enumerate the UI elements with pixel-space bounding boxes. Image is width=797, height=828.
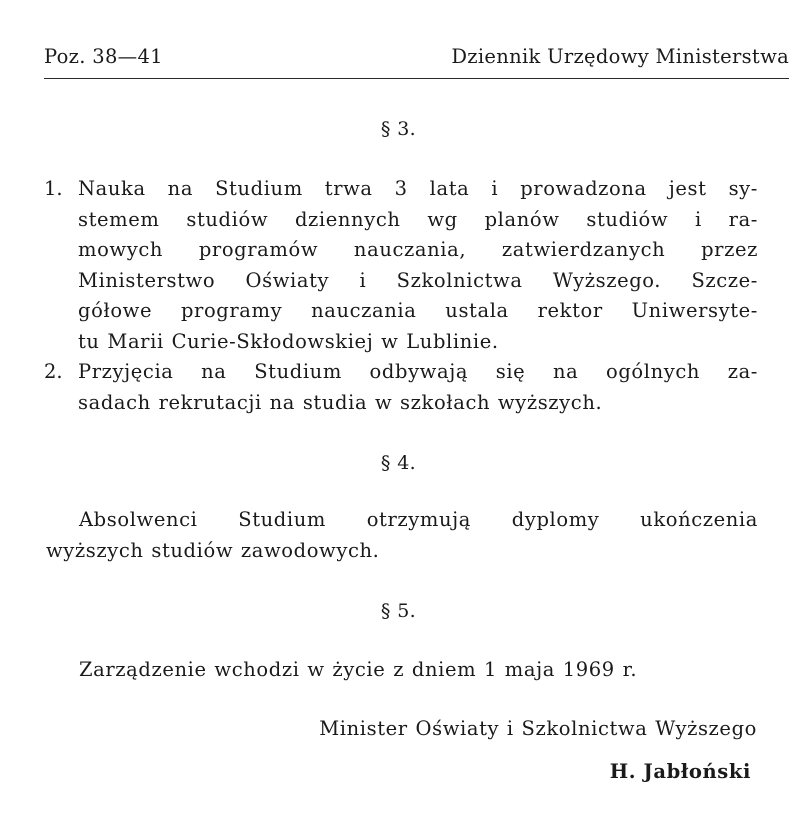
- paragraph-5: [79, 655, 759, 686]
- journal-title: Dziennik Urzędowy Ministerstwa: [451, 45, 789, 68]
- signature-name: H. Jabłoński: [609, 760, 751, 783]
- paragraph-4: [46, 505, 758, 566]
- text-line: mowych programów nauczania, zatwierdzanych przez: [78, 238, 758, 261]
- item-number-1: 1.: [44, 177, 63, 200]
- item-number-2: 2.: [44, 360, 63, 383]
- header-rule: [44, 78, 789, 79]
- text-line: Nauka na Studium trwa 3 lata i prowadzona jest sy-: [78, 177, 758, 200]
- text-line: Ministerstwo Oświaty i Szkolnictwa Wyższego. Szcze-: [78, 268, 758, 292]
- text-line: sadach rekrutacji na studia w szkołach wyższych.: [78, 390, 603, 414]
- paragraph-3-1: [78, 174, 758, 357]
- section-heading-3: § 3.: [380, 118, 417, 140]
- text-line: Absolwenci Studium otrzymują dyplomy ukończenia: [79, 508, 758, 531]
- section-heading-5: § 5.: [380, 600, 417, 622]
- paragraph-3-2: [78, 357, 758, 418]
- signature-title: Minister Oświaty i Szkolnictwa Wyższego: [319, 717, 757, 740]
- text-line: Przyjęcia na Studium odbywają się na ogólnych za-: [78, 360, 758, 383]
- text-line: Zarządzenie wchodzi w życie z dniem 1 maja 1969 r.: [79, 658, 638, 681]
- position-reference: Poz. 38—41: [44, 45, 163, 68]
- section-heading-4: § 4.: [380, 452, 417, 474]
- running-head: [44, 45, 789, 75]
- text-line: wyższych studiów zawodowych.: [46, 538, 380, 562]
- text-line: gółowe programy nauczania ustala rektor Uniwersyte-: [78, 299, 758, 322]
- text-line: stemem studiów dziennych wg planów studiów i ra-: [78, 207, 758, 231]
- text-line: tu Marii Curie-Skłodowskiej w Lublinie.: [78, 329, 499, 353]
